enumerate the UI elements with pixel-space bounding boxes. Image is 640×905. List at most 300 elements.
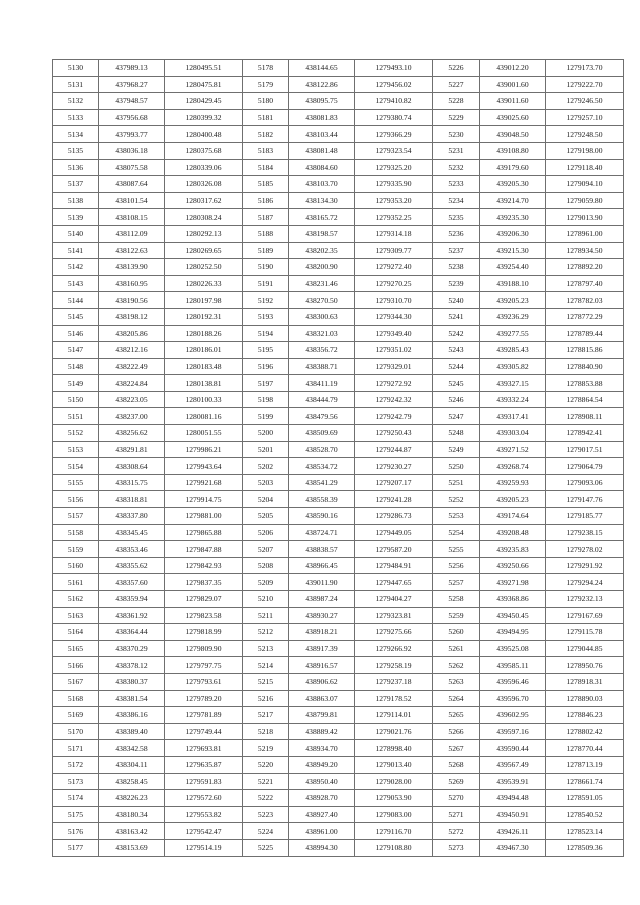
cell-point-number: 5182: [243, 126, 289, 143]
cell-y-coordinate: 1280188.26: [165, 325, 243, 342]
cell-y-coordinate: 1280186.01: [165, 342, 243, 359]
cell-x-coordinate: 438934.70: [289, 740, 355, 757]
cell-x-coordinate: 439450.91: [480, 806, 546, 823]
cell-y-coordinate: 1279294.24: [546, 574, 624, 591]
cell-y-coordinate: 1278864.54: [546, 391, 624, 408]
cell-y-coordinate: 1279242.79: [355, 408, 433, 425]
cell-x-coordinate: 437956.68: [99, 109, 165, 126]
cell-point-number: 5251: [433, 474, 480, 491]
cell-x-coordinate: 437993.77: [99, 126, 165, 143]
cell-point-number: 5228: [433, 93, 480, 110]
cell-point-number: 5149: [53, 375, 99, 392]
cell-y-coordinate: 1279242.32: [355, 391, 433, 408]
cell-x-coordinate: 438509.69: [289, 425, 355, 442]
cell-x-coordinate: 439205.23: [480, 491, 546, 508]
cell-y-coordinate: 1279314.18: [355, 225, 433, 242]
cell-y-coordinate: 1279943.64: [165, 458, 243, 475]
cell-y-coordinate: 1280100.33: [165, 391, 243, 408]
cell-point-number: 5269: [433, 773, 480, 790]
table-row: [53, 375, 624, 392]
cell-y-coordinate: 1279013.90: [546, 209, 624, 226]
cell-point-number: 5202: [243, 458, 289, 475]
cell-point-number: 5161: [53, 574, 99, 591]
cell-point-number: 5215: [243, 673, 289, 690]
cell-y-coordinate: 1279232.13: [546, 591, 624, 608]
cell-point-number: 5176: [53, 823, 99, 840]
cell-y-coordinate: 1279809.90: [165, 640, 243, 657]
cell-y-coordinate: 1278509.36: [546, 839, 624, 856]
cell-point-number: 5243: [433, 342, 480, 359]
table-row: [53, 508, 624, 525]
cell-y-coordinate: 1279173.70: [546, 60, 624, 77]
cell-y-coordinate: 1279246.50: [546, 93, 624, 110]
cell-y-coordinate: 1279842.93: [165, 557, 243, 574]
cell-y-coordinate: 1278661.74: [546, 773, 624, 790]
cell-point-number: 5151: [53, 408, 99, 425]
cell-x-coordinate: 438103.44: [289, 126, 355, 143]
cell-point-number: 5152: [53, 425, 99, 442]
cell-y-coordinate: 1279447.65: [355, 574, 433, 591]
cell-y-coordinate: 1279064.79: [546, 458, 624, 475]
table-row: [53, 673, 624, 690]
cell-x-coordinate: 439048.50: [480, 126, 546, 143]
cell-x-coordinate: 439305.82: [480, 358, 546, 375]
cell-point-number: 5263: [433, 673, 480, 690]
cell-x-coordinate: 438381.54: [99, 690, 165, 707]
cell-x-coordinate: 438444.79: [289, 391, 355, 408]
cell-point-number: 5222: [243, 790, 289, 807]
table-row: [53, 524, 624, 541]
cell-point-number: 5266: [433, 723, 480, 740]
cell-x-coordinate: 438928.70: [289, 790, 355, 807]
cell-x-coordinate: 438122.86: [289, 76, 355, 93]
cell-x-coordinate: 438863.07: [289, 690, 355, 707]
cell-x-coordinate: 438095.75: [289, 93, 355, 110]
cell-y-coordinate: 1279325.20: [355, 159, 433, 176]
cell-y-coordinate: 1279244.87: [355, 441, 433, 458]
table-row: [53, 159, 624, 176]
cell-x-coordinate: 439539.91: [480, 773, 546, 790]
cell-x-coordinate: 438226.23: [99, 790, 165, 807]
cell-point-number: 5150: [53, 391, 99, 408]
cell-y-coordinate: 1279591.83: [165, 773, 243, 790]
cell-point-number: 5226: [433, 60, 480, 77]
cell-x-coordinate: 438917.39: [289, 640, 355, 657]
cell-x-coordinate: 438359.94: [99, 591, 165, 608]
cell-point-number: 5171: [53, 740, 99, 757]
cell-point-number: 5188: [243, 225, 289, 242]
cell-x-coordinate: 439205.23: [480, 292, 546, 309]
cell-point-number: 5141: [53, 242, 99, 259]
cell-x-coordinate: 439208.48: [480, 524, 546, 541]
cell-x-coordinate: 439494.48: [480, 790, 546, 807]
cell-y-coordinate: 1278591.05: [546, 790, 624, 807]
cell-y-coordinate: 1278950.76: [546, 657, 624, 674]
cell-point-number: 5248: [433, 425, 480, 442]
cell-x-coordinate: 438205.86: [99, 325, 165, 342]
table-row: [53, 308, 624, 325]
cell-point-number: 5191: [243, 275, 289, 292]
cell-x-coordinate: 438337.80: [99, 508, 165, 525]
cell-x-coordinate: 439215.30: [480, 242, 546, 259]
cell-y-coordinate: 1279266.92: [355, 640, 433, 657]
cell-point-number: 5219: [243, 740, 289, 757]
cell-y-coordinate: 1279323.81: [355, 607, 433, 624]
cell-y-coordinate: 1279118.40: [546, 159, 624, 176]
cell-point-number: 5154: [53, 458, 99, 475]
table-row: [53, 425, 624, 442]
cell-x-coordinate: 439317.41: [480, 408, 546, 425]
table-row: [53, 740, 624, 757]
cell-y-coordinate: 1279013.40: [355, 756, 433, 773]
cell-point-number: 5130: [53, 60, 99, 77]
cell-y-coordinate: 1279059.80: [546, 192, 624, 209]
cell-y-coordinate: 1279291.92: [546, 557, 624, 574]
cell-y-coordinate: 1279185.77: [546, 508, 624, 525]
cell-point-number: 5204: [243, 491, 289, 508]
cell-y-coordinate: 1279329.01: [355, 358, 433, 375]
cell-point-number: 5230: [433, 126, 480, 143]
cell-y-coordinate: 1280375.68: [165, 142, 243, 159]
cell-x-coordinate: 439525.08: [480, 640, 546, 657]
cell-point-number: 5259: [433, 607, 480, 624]
cell-point-number: 5216: [243, 690, 289, 707]
cell-y-coordinate: 1279275.66: [355, 624, 433, 641]
cell-x-coordinate: 439426.11: [480, 823, 546, 840]
cell-x-coordinate: 438318.81: [99, 491, 165, 508]
cell-x-coordinate: 438356.72: [289, 342, 355, 359]
cell-y-coordinate: 1280192.31: [165, 308, 243, 325]
cell-x-coordinate: 438345.45: [99, 524, 165, 541]
cell-x-coordinate: 438994.30: [289, 839, 355, 856]
table-row: [53, 342, 624, 359]
cell-y-coordinate: 1278961.00: [546, 225, 624, 242]
cell-x-coordinate: 439205.30: [480, 176, 546, 193]
cell-point-number: 5217: [243, 707, 289, 724]
cell-y-coordinate: 1279241.28: [355, 491, 433, 508]
cell-point-number: 5240: [433, 292, 480, 309]
cell-x-coordinate: 438144.65: [289, 60, 355, 77]
table-row: [53, 806, 624, 823]
cell-x-coordinate: 438380.37: [99, 673, 165, 690]
table-row: [53, 225, 624, 242]
table-row: [53, 391, 624, 408]
cell-x-coordinate: 438153.69: [99, 839, 165, 856]
table-row: [53, 707, 624, 724]
cell-y-coordinate: 1279017.51: [546, 441, 624, 458]
cell-y-coordinate: 1279207.17: [355, 474, 433, 491]
cell-y-coordinate: 1278908.11: [546, 408, 624, 425]
cell-x-coordinate: 438190.56: [99, 292, 165, 309]
cell-y-coordinate: 1279865.88: [165, 524, 243, 541]
cell-x-coordinate: 438799.81: [289, 707, 355, 724]
cell-y-coordinate: 1280183.48: [165, 358, 243, 375]
cell-x-coordinate: 438930.27: [289, 607, 355, 624]
cell-y-coordinate: 1278789.44: [546, 325, 624, 342]
table-row: [53, 690, 624, 707]
cell-x-coordinate: 439268.74: [480, 458, 546, 475]
cell-y-coordinate: 1278815.86: [546, 342, 624, 359]
cell-y-coordinate: 1279178.52: [355, 690, 433, 707]
cell-y-coordinate: 1279270.25: [355, 275, 433, 292]
table-row: [53, 325, 624, 342]
cell-y-coordinate: 1279248.50: [546, 126, 624, 143]
cell-x-coordinate: 438355.62: [99, 557, 165, 574]
cell-point-number: 5218: [243, 723, 289, 740]
cell-point-number: 5193: [243, 308, 289, 325]
cell-point-number: 5262: [433, 657, 480, 674]
table-row: [53, 259, 624, 276]
cell-y-coordinate: 1279309.77: [355, 242, 433, 259]
cell-y-coordinate: 1279094.10: [546, 176, 624, 193]
cell-x-coordinate: 438927.40: [289, 806, 355, 823]
cell-y-coordinate: 1278998.40: [355, 740, 433, 757]
cell-point-number: 5235: [433, 209, 480, 226]
cell-x-coordinate: 438200.90: [289, 259, 355, 276]
cell-y-coordinate: 1279323.54: [355, 142, 433, 159]
cell-x-coordinate: 438308.64: [99, 458, 165, 475]
table-row: [53, 557, 624, 574]
cell-y-coordinate: 1279847.88: [165, 541, 243, 558]
table-row: [53, 773, 624, 790]
cell-y-coordinate: 1279237.18: [355, 673, 433, 690]
cell-x-coordinate: 438479.56: [289, 408, 355, 425]
table-row: [53, 76, 624, 93]
cell-point-number: 5237: [433, 242, 480, 259]
cell-y-coordinate: 1280339.06: [165, 159, 243, 176]
cell-point-number: 5271: [433, 806, 480, 823]
cell-y-coordinate: 1279238.15: [546, 524, 624, 541]
cell-point-number: 5239: [433, 275, 480, 292]
cell-x-coordinate: 438291.81: [99, 441, 165, 458]
cell-point-number: 5208: [243, 557, 289, 574]
cell-y-coordinate: 1279693.81: [165, 740, 243, 757]
cell-x-coordinate: 438304.11: [99, 756, 165, 773]
table-row: [53, 790, 624, 807]
coordinate-table: [52, 59, 624, 857]
cell-point-number: 5270: [433, 790, 480, 807]
cell-x-coordinate: 439271.98: [480, 574, 546, 591]
cell-x-coordinate: 438087.64: [99, 176, 165, 193]
cell-x-coordinate: 438558.39: [289, 491, 355, 508]
cell-y-coordinate: 1279351.02: [355, 342, 433, 359]
table-row: [53, 491, 624, 508]
cell-y-coordinate: 1279353.20: [355, 192, 433, 209]
table-row: [53, 292, 624, 309]
cell-point-number: 5272: [433, 823, 480, 840]
cell-y-coordinate: 1280495.51: [165, 60, 243, 77]
cell-point-number: 5224: [243, 823, 289, 840]
cell-point-number: 5139: [53, 209, 99, 226]
table-row: [53, 93, 624, 110]
cell-point-number: 5250: [433, 458, 480, 475]
cell-x-coordinate: 438889.42: [289, 723, 355, 740]
cell-x-coordinate: 438386.16: [99, 707, 165, 724]
table-row: [53, 109, 624, 126]
cell-point-number: 5137: [53, 176, 99, 193]
cell-point-number: 5214: [243, 657, 289, 674]
cell-y-coordinate: 1279116.70: [355, 823, 433, 840]
cell-x-coordinate: 438081.83: [289, 109, 355, 126]
cell-point-number: 5206: [243, 524, 289, 541]
cell-x-coordinate: 438541.29: [289, 474, 355, 491]
cell-y-coordinate: 1279881.00: [165, 508, 243, 525]
cell-y-coordinate: 1279797.75: [165, 657, 243, 674]
cell-point-number: 5163: [53, 607, 99, 624]
cell-point-number: 5247: [433, 408, 480, 425]
cell-y-coordinate: 1279410.82: [355, 93, 433, 110]
cell-point-number: 5209: [243, 574, 289, 591]
cell-point-number: 5264: [433, 690, 480, 707]
cell-point-number: 5255: [433, 541, 480, 558]
cell-x-coordinate: 438212.16: [99, 342, 165, 359]
cell-point-number: 5256: [433, 557, 480, 574]
cell-y-coordinate: 1278918.31: [546, 673, 624, 690]
cell-x-coordinate: 438108.15: [99, 209, 165, 226]
cell-x-coordinate: 439235.30: [480, 209, 546, 226]
cell-x-coordinate: 438139.90: [99, 259, 165, 276]
cell-point-number: 5189: [243, 242, 289, 259]
cell-point-number: 5265: [433, 707, 480, 724]
cell-y-coordinate: 1279250.43: [355, 425, 433, 442]
cell-x-coordinate: 439012.20: [480, 60, 546, 77]
cell-point-number: 5241: [433, 308, 480, 325]
cell-y-coordinate: 1278890.03: [546, 690, 624, 707]
cell-point-number: 5140: [53, 225, 99, 242]
cell-point-number: 5207: [243, 541, 289, 558]
table-row: [53, 358, 624, 375]
cell-y-coordinate: 1280326.08: [165, 176, 243, 193]
cell-y-coordinate: 1279044.85: [546, 640, 624, 657]
cell-point-number: 5185: [243, 176, 289, 193]
cell-y-coordinate: 1278892.20: [546, 259, 624, 276]
cell-point-number: 5201: [243, 441, 289, 458]
cell-point-number: 5225: [243, 839, 289, 856]
cell-y-coordinate: 1278934.50: [546, 242, 624, 259]
cell-point-number: 5174: [53, 790, 99, 807]
cell-y-coordinate: 1280051.55: [165, 425, 243, 442]
cell-x-coordinate: 438918.21: [289, 624, 355, 641]
cell-y-coordinate: 1278846.23: [546, 707, 624, 724]
cell-x-coordinate: 438361.92: [99, 607, 165, 624]
cell-point-number: 5147: [53, 342, 99, 359]
table-row: [53, 541, 624, 558]
cell-y-coordinate: 1278523.14: [546, 823, 624, 840]
table-row: [53, 60, 624, 77]
cell-point-number: 5173: [53, 773, 99, 790]
cell-y-coordinate: 1279572.60: [165, 790, 243, 807]
cell-x-coordinate: 439188.10: [480, 275, 546, 292]
cell-x-coordinate: 439254.40: [480, 259, 546, 276]
cell-y-coordinate: 1279257.10: [546, 109, 624, 126]
cell-y-coordinate: 1278540.52: [546, 806, 624, 823]
cell-x-coordinate: 438202.35: [289, 242, 355, 259]
cell-point-number: 5156: [53, 491, 99, 508]
cell-point-number: 5164: [53, 624, 99, 641]
cell-x-coordinate: 439250.66: [480, 557, 546, 574]
cell-point-number: 5221: [243, 773, 289, 790]
cell-point-number: 5155: [53, 474, 99, 491]
cell-point-number: 5175: [53, 806, 99, 823]
cell-y-coordinate: 1279114.01: [355, 707, 433, 724]
cell-x-coordinate: 439011.90: [289, 574, 355, 591]
cell-point-number: 5244: [433, 358, 480, 375]
cell-point-number: 5142: [53, 259, 99, 276]
cell-x-coordinate: 439271.52: [480, 441, 546, 458]
cell-x-coordinate: 437948.57: [99, 93, 165, 110]
cell-point-number: 5138: [53, 192, 99, 209]
cell-y-coordinate: 1279115.78: [546, 624, 624, 641]
cell-y-coordinate: 1279449.05: [355, 524, 433, 541]
cell-point-number: 5186: [243, 192, 289, 209]
cell-x-coordinate: 439602.95: [480, 707, 546, 724]
cell-x-coordinate: 439214.70: [480, 192, 546, 209]
cell-point-number: 5212: [243, 624, 289, 641]
cell-y-coordinate: 1279404.27: [355, 591, 433, 608]
cell-point-number: 5144: [53, 292, 99, 309]
cell-y-coordinate: 1280269.65: [165, 242, 243, 259]
cell-point-number: 5257: [433, 574, 480, 591]
cell-point-number: 5236: [433, 225, 480, 242]
cell-point-number: 5268: [433, 756, 480, 773]
cell-y-coordinate: 1279278.02: [546, 541, 624, 558]
table-row: [53, 591, 624, 608]
cell-point-number: 5180: [243, 93, 289, 110]
cell-x-coordinate: 438370.29: [99, 640, 165, 657]
cell-y-coordinate: 1279349.40: [355, 325, 433, 342]
cell-y-coordinate: 1279366.29: [355, 126, 433, 143]
cell-y-coordinate: 1278782.03: [546, 292, 624, 309]
cell-point-number: 5203: [243, 474, 289, 491]
table-row: [53, 624, 624, 641]
cell-point-number: 5198: [243, 391, 289, 408]
cell-x-coordinate: 438163.42: [99, 823, 165, 840]
cell-x-coordinate: 439327.15: [480, 375, 546, 392]
table-row: [53, 474, 624, 491]
cell-y-coordinate: 1279272.92: [355, 375, 433, 392]
cell-point-number: 5168: [53, 690, 99, 707]
cell-x-coordinate: 439585.11: [480, 657, 546, 674]
cell-point-number: 5158: [53, 524, 99, 541]
cell-x-coordinate: 439011.60: [480, 93, 546, 110]
cell-point-number: 5246: [433, 391, 480, 408]
cell-point-number: 5213: [243, 640, 289, 657]
cell-x-coordinate: 439001.60: [480, 76, 546, 93]
cell-point-number: 5252: [433, 491, 480, 508]
table-row: [53, 723, 624, 740]
cell-y-coordinate: 1279921.68: [165, 474, 243, 491]
cell-point-number: 5131: [53, 76, 99, 93]
cell-x-coordinate: 438256.62: [99, 425, 165, 442]
cell-x-coordinate: 438353.46: [99, 541, 165, 558]
cell-y-coordinate: 1279818.99: [165, 624, 243, 641]
cell-y-coordinate: 1279635.87: [165, 756, 243, 773]
cell-point-number: 5160: [53, 557, 99, 574]
cell-point-number: 5192: [243, 292, 289, 309]
cell-x-coordinate: 438165.72: [289, 209, 355, 226]
table-row: [53, 192, 624, 209]
cell-y-coordinate: 1279380.74: [355, 109, 433, 126]
cell-y-coordinate: 1279083.00: [355, 806, 433, 823]
cell-x-coordinate: 438590.16: [289, 508, 355, 525]
cell-point-number: 5159: [53, 541, 99, 558]
cell-point-number: 5166: [53, 657, 99, 674]
cell-x-coordinate: 438103.70: [289, 176, 355, 193]
cell-point-number: 5261: [433, 640, 480, 657]
cell-point-number: 5231: [433, 142, 480, 159]
cell-point-number: 5254: [433, 524, 480, 541]
table-row: [53, 242, 624, 259]
